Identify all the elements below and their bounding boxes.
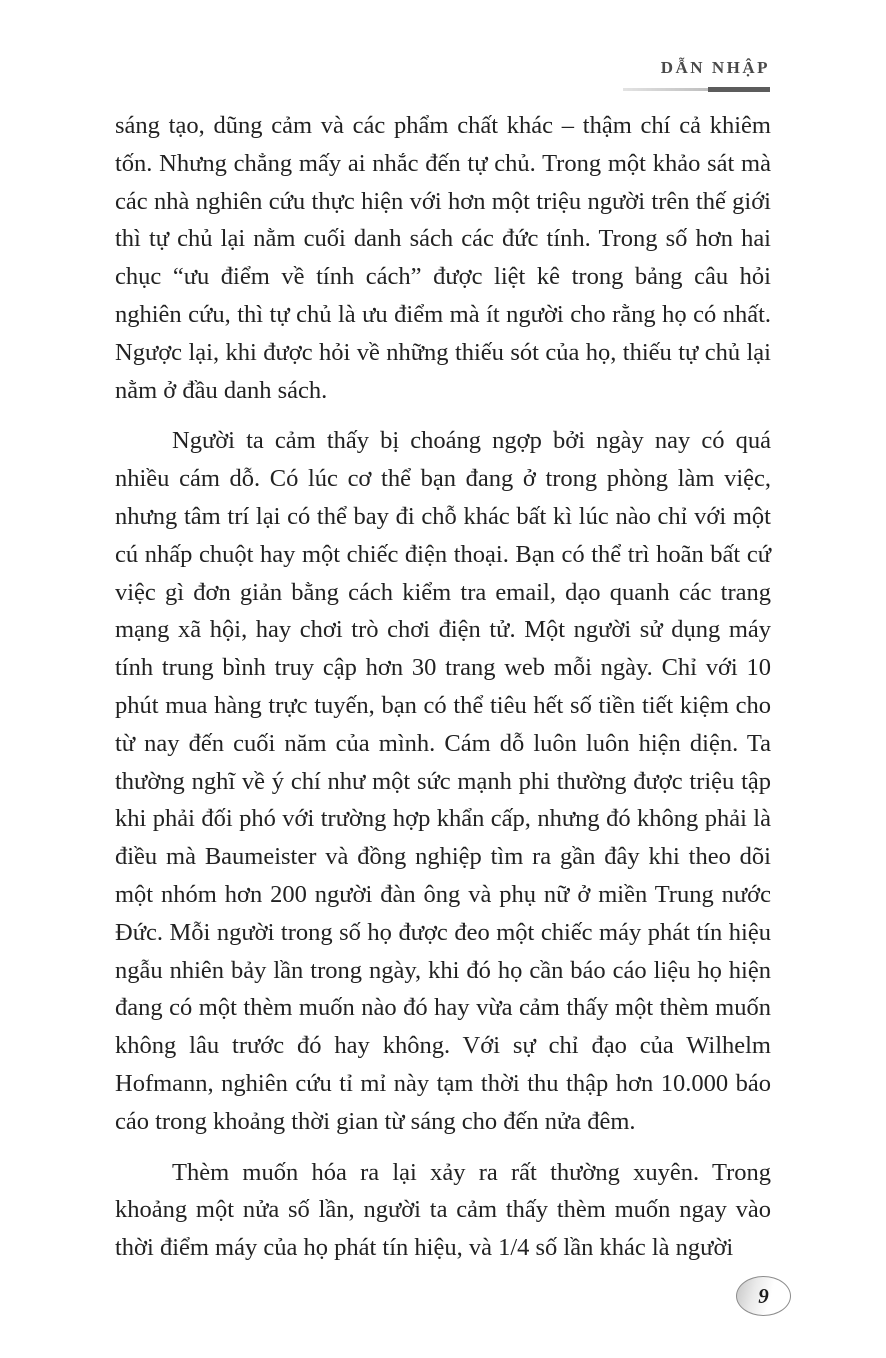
header-rule-light-segment <box>623 88 708 91</box>
header-rule-dark-segment <box>708 87 770 92</box>
page-body <box>115 107 771 1267</box>
header-rule <box>623 87 770 92</box>
paragraph-2: Người ta cảm thấy bị choáng ngợp bởi ngày nay có quá nhiều cám dỗ. Có lúc cơ thể bạn đang ở trong phòng làm việc, nhưng tâm trí lại có thể bay đi chỗ khác bất kì lúc nào chỉ với một cú nhấp chuột hay một chiếc điện thoại. Bạn có thể trì hoãn bất cứ việc gì đơn giản bằng cách kiểm tra email, dạo quanh các trang mạng xã hội, hay chơi trò chơi điện tử. Một người sử dụng máy tính trung bình truy cập hơn 30 trang web mỗi ngày. Chỉ với 10 phút mua hàng trực tuyến, bạn có thể tiêu hết số tiền tiết kiệm cho từ nay đến cuối năm của mình. Cám dỗ luôn luôn hiện diện. Ta thường nghĩ về ý chí như một sức mạnh phi thường được triệu tập khi phải đối phó với trường hợp khẩn cấp, nhưng đó không phải là điều mà Baumeister và đồng nghiệp tìm ra gần đây khi theo dõi một nhóm hơn 200 người đàn ông và phụ nữ ở miền Trung nước Đức. Mỗi người trong số họ được đeo một chiếc máy phát tín hiệu ngẫu nhiên bảy lần trong ngày, khi đó họ cần báo cáo liệu họ hiện đang có một thèm muốn nào đó hay vừa cảm thấy một thèm muốn không lâu trước đó hay không. Với sự chỉ đạo của Wilhelm Hofmann, nghiên cứu tỉ mỉ này tạm thời thu thập hơn 10.000 báo cáo trong khoảng thời gian từ sáng cho đến nửa đêm. <box>115 427 771 1135</box>
paragraph-3: Thèm muốn hóa ra lại xảy ra rất thường xuyên. Trong khoảng một nửa số lần, người ta cảm thấy thèm muốn ngay vào thời điểm máy của họ phát tín hiệu, và 1/4 số lần khác là người <box>115 1158 771 1262</box>
chapter-title: DẪN NHẬP <box>660 58 770 77</box>
page-number: 9 <box>758 1283 769 1308</box>
page-number-badge <box>736 1276 791 1316</box>
paragraph-1: sáng tạo, dũng cảm và các phẩm chất khác – thậm chí cả khiêm tốn. Nhưng chẳng mấy ai nhắc đến tự chủ. Trong một khảo sát mà các nhà nghiên cứu thực hiện với hơn một triệu người trên thế giới thì tự chủ lại nằm cuối danh sách các đức tính. Trong số hơn hai chục “ưu điểm về tính cách” được liệt kê trong bảng câu hỏi nghiên cứu, thì tự chủ là ưu điểm mà ít người cho rằng họ có nhất. Ngược lại, khi được hỏi về những thiếu sót của họ, thiếu tự chủ lại nằm ở đầu danh sách. <box>115 112 771 404</box>
page-header <box>623 58 770 92</box>
